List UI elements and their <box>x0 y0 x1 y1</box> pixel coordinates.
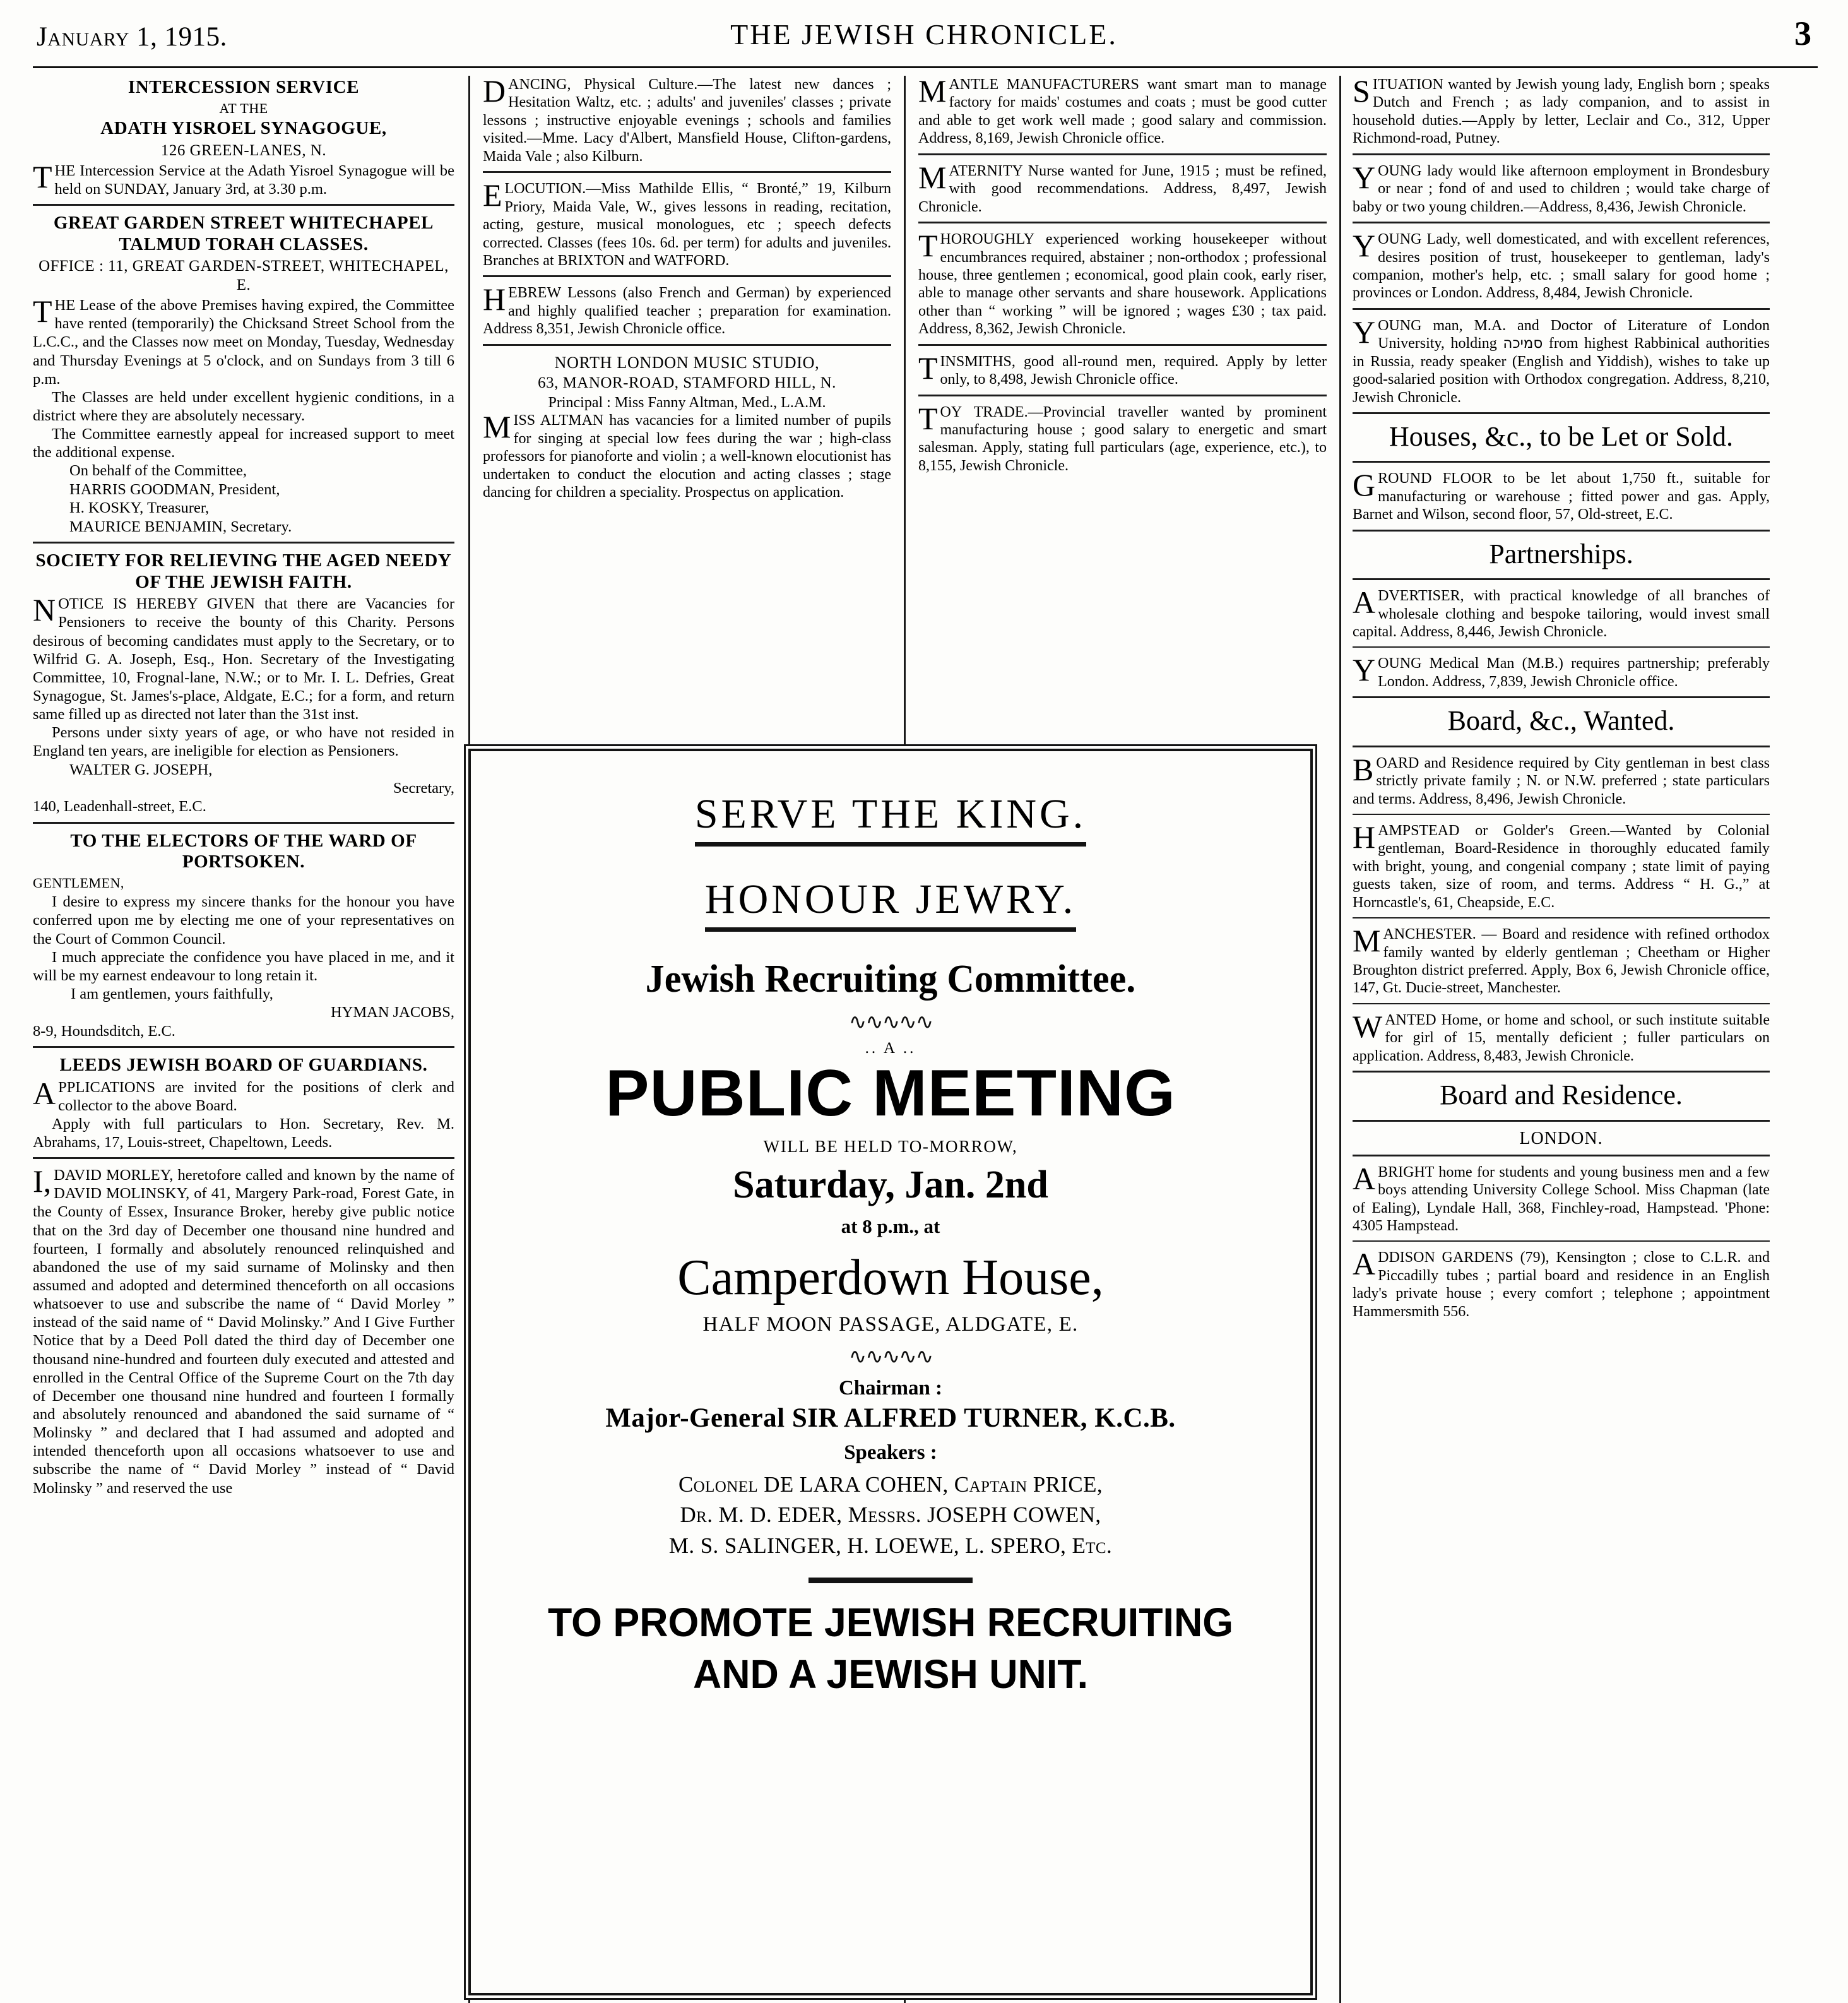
ad-intercession-service <box>33 77 454 198</box>
divider <box>483 275 891 277</box>
display-ad-chairman-label: Chairman : <box>838 1377 943 1400</box>
ad-body: WANTED Home, or home and school, or such institute suitable for girl of 15, mentally deficient ; fuller particulars on application. Address, 8,483, Jewish Chronicle. <box>1353 1008 1770 1064</box>
ad-body: ABRIGHT home for students and young business men and a few boys attending University College School. Miss Chapman (late of Ealing), Lyndale Hall, 368, Finchley-road, Hampstead. 'Phone: 4305 Hampstead. <box>1353 1160 1770 1234</box>
ad-leeds-board-guardians <box>33 1055 454 1151</box>
ad-office: OFFICE : 11, GREAT GARDEN-STREET, WHITECHAPEL, E. <box>38 258 449 294</box>
ad-signoff-4: MAURICE BENJAMIN, Secretary. <box>69 518 292 535</box>
divider <box>483 171 891 173</box>
ad-body-3: I am gentlemen, yours faithfully, <box>71 985 273 1003</box>
ad-body: YOUNG Lady, well domesticated, and with excellent references, desires position of trust, housekeeper to gentleman, lady's companion, mother's help, etc. ; small salary for good home ; provinces or London. Address, 8,484, Jewish Chronicle. <box>1353 228 1770 302</box>
ad-signoff-2: Secretary, <box>393 779 454 797</box>
ad-electors-portsoken <box>33 831 454 1040</box>
ad-dancing-physical-culture <box>483 73 891 165</box>
divider <box>1353 1120 1770 1122</box>
ad-hebrew-lessons <box>483 284 891 338</box>
ad-address: 8-9, Houndsditch, E.C. <box>33 1022 175 1040</box>
ad-manchester-board-residence <box>1353 925 1770 997</box>
ad-body: YOUNG Medical Man (M.B.) requires partnership; preferably London. Address, 7,839, Jewish Chronicle office. <box>1353 652 1770 690</box>
ad-body-2: The Classes are held under excellent hygienic conditions, in a district where they are absolutely necessary. <box>33 388 454 425</box>
ad-young-lady-domesticated <box>1353 230 1770 302</box>
publication-title: THE JEWISH CHRONICLE. <box>730 18 1118 51</box>
semichah-hebrew-word: סמיכה <box>1503 335 1543 352</box>
masthead-rule <box>33 66 1818 68</box>
display-ad-date: Saturday, Jan. 2nd <box>733 1163 1048 1207</box>
ad-body-2: I much appreciate the confidence you have placed in me, and it will be my earnest endeavour to long retain it. <box>33 948 454 984</box>
ad-body: MISS ALTMAN has vacancies for a limited number of pupils for singing at special low fees during the war ; high-class professors for pianoforte and violin ; a well-known elocutionist has undertaken to conduct the elocution and acting classes ; stage dancing for children a speciality. Prospectus on application. <box>483 409 891 501</box>
ad-body-1: APPLICATIONS are invited for the positions of clerk and collector to the above Board. <box>33 1075 454 1114</box>
ad-change-of-name-morley <box>33 1163 454 1497</box>
ad-address: 63, MANOR-ROAD, STAMFORD HILL, N. <box>538 374 836 391</box>
display-ad-speakers-label: Speakers : <box>844 1441 937 1465</box>
ad-heading: GREAT GARDEN STREET WHITECHAPEL TALMUD TORAH CLASSES. <box>53 212 434 254</box>
display-ad-footer-line-1: TO PROMOTE JEWISH RECRUITING <box>547 1599 1234 1645</box>
ad-bright-home-students <box>1353 1160 1770 1235</box>
ad-body: I,DAVID MORLEY, heretofore called and known by the name of DAVID MOLINSKY, of 41, Margery Park-road, Forest Gate, in the County of Essex, Insurance Broker, hereby give public notice that on the 3rd day of December one thousand nine hundred and fourteen, I formally and absolutely renounced relinquished and abandoned the use of my said surname of Molinsky and then assumed and adopted and determined thenceforth on all occasions whatsoever to use and subscribe the name of “ David Morley ” instead of the said name of “ David Molinsky.” And I Give Further Notice that by a Deed Poll dated the third day of December one thousand nine-hundred and fourteen duly executed and attested and enrolled in the Central Office of the Supreme Court on the 7th day of December one thousand nine hundred and fourteen I formally and absolutely renounced and abandoned the said surname of “ Molinsky ” and declared that I had assumed and adopted and intended thenceforth upon all occasions whatsoever to use and subscribe the name of “ David Morley ” instead of “ David Molinsky ” and reserved the use <box>33 1163 454 1497</box>
divider <box>1353 222 1770 223</box>
ad-heading: SOCIETY FOR RELIEVING THE AGED NEEDY OF THE JEWISH FAITH. <box>35 550 452 592</box>
ad-body-pre: YOUNG man, M.A. and Doctor of Literature of London University, holding <box>1353 314 1770 352</box>
ad-tinsmiths <box>918 350 1327 389</box>
ad-body: MANCHESTER. — Board and residence with refined orthodox family wanted by elderly gentleman ; Cheetham or Higher Broughton district preferred. Apply, Box 6, Jewish Chronicle office, 147, Gt. Ducie-street, Manchester. <box>1353 923 1770 997</box>
ad-body-2: Apply with full particulars to Hon. Secretary, Rev. M. Abrahams, 17, Louis-street, Chapeltown, Leeds. <box>33 1115 454 1151</box>
ad-address: 140, Leadenhall-street, E.C. <box>33 798 206 816</box>
ad-body: ADVERTISER, with practical knowledge of all branches of wholesale clothing and bespoke tailoring, would invest small capital. Address, 8,446, Jewish Chronicle. <box>1353 585 1770 640</box>
ad-body: YOUNG lady would like afternoon employment in Brondesbury or near ; fond of and used to children ; would take charge of baby or two young children.—Address, 8,436, Jewish Chronicle. <box>1353 159 1770 215</box>
ad-ground-floor-to-let <box>1353 467 1770 523</box>
section-title-board-wanted: Board, &c., Wanted. <box>1447 705 1675 737</box>
divider <box>1353 1240 1770 1242</box>
divider <box>1353 814 1770 815</box>
ad-subheading: AT THE <box>219 100 268 116</box>
ad-body: THOROUGHLY experienced working housekeeper without encumbrances required, abstainer ; non-orthodox ; professional house, three gentlemen ; economical, good plain cook, early riser, able to manage other servants and share housework. Applications other than “ working ” will be ignored ; wages £30 ; tax paid. Address, 8,362, Jewish Chronicle. <box>918 228 1327 338</box>
ad-body: HEBREW Lessons (also French and German) by experienced and highly qualified teacher ; preparation for examination. Address 8,351, Jewish Chronicle office. <box>483 282 891 338</box>
divider <box>1353 1155 1770 1156</box>
ad-body-1: I desire to express my sincere thanks for the honour you have conferred upon me by electing me one of your representatives on the Court of Common Council. <box>33 893 454 948</box>
ad-body-3: The Committee earnestly appeal for increased support to meet the additional expense. <box>33 425 454 461</box>
ad-heading: TO THE ELECTORS OF THE WARD OF PORTSOKEN. <box>70 830 417 872</box>
display-ad-line-2: HONOUR JEWRY. <box>705 876 1076 932</box>
divider <box>33 822 454 824</box>
ad-young-medical-man <box>1353 652 1770 691</box>
ad-heading-2: ADATH YISROEL SYNAGOGUE, <box>100 118 387 139</box>
divider <box>1353 696 1770 698</box>
ad-body: ADDISON GARDENS (79), Kensington ; close to C.L.R. and Piccadilly tubes ; partial board and residence in an English lady's private house ; every comfort ; telephone ; appointment Hammersmith 556. <box>1353 1246 1770 1320</box>
display-ad-venue-address: HALF MOON PASSAGE, ALDGATE, E. <box>702 1313 1079 1336</box>
ad-salutation: GENTLEMEN, <box>33 874 124 891</box>
ad-elocution <box>483 177 891 270</box>
ad-mantle-manufacturers <box>918 73 1327 148</box>
ad-signoff: HYMAN JACOBS, <box>330 1004 454 1021</box>
divider <box>483 344 891 346</box>
section-title-board-residence: Board and Residence. <box>1440 1079 1683 1111</box>
ad-talmud-torah-classes <box>33 213 454 536</box>
ad-heading: LEEDS JEWISH BOARD OF GUARDIANS. <box>59 1054 428 1075</box>
divider <box>918 344 1327 346</box>
ad-maternity-nurse <box>918 159 1327 216</box>
ad-toy-trade <box>918 400 1327 475</box>
squiggle-ornament-icon-2: ∿∿∿∿∿ <box>848 1345 933 1369</box>
ad-housekeeper-wanted <box>918 230 1327 338</box>
divider <box>918 395 1327 396</box>
ad-body: TINSMITHS, good all-round men, required. Apply by letter only, to 8,498, Jewish Chronicle office. <box>918 350 1327 388</box>
display-ad-venue: Camperdown House, <box>677 1250 1104 1306</box>
ad-principal: Principal : Miss Fanny Altman, Med., L.A.M. <box>548 394 826 411</box>
display-ad-chairman: Major-General SIR ALFRED TURNER, K.C.B. <box>605 1403 1176 1434</box>
display-ad-speaker-line-2: Dr. M. D. EDER, Messrs. JOSEPH COWEN, <box>680 1502 1101 1528</box>
ad-body: MATERNITY Nurse wanted for June, 1915 ; must be refined, with good recommendations. Address, 8,497, Jewish Chronicle. <box>918 159 1327 215</box>
ad-heading: INTERCESSION SERVICE <box>127 77 360 97</box>
display-ad-speaker-line-1: Colonel DE LARA COHEN, Captain PRICE, <box>678 1472 1103 1497</box>
issue-date: January 1, 1915. <box>37 22 227 52</box>
divider <box>918 222 1327 223</box>
ad-heading: NORTH LONDON MUSIC STUDIO, <box>554 353 820 372</box>
ad-signoff-2: HARRIS GOODMAN, President, <box>69 480 280 498</box>
ad-body-post: from highest Rabbinical authorities in Russia, ready speaker (English and Yiddish), wishes to take up good-salaried position with Orthodox congregation. Address, 8,210, Jewish Chronicle. <box>1353 335 1770 406</box>
ad-signoff-1: WALTER G. JOSEPH, <box>69 761 213 778</box>
divider <box>33 1157 454 1159</box>
ad-society-aged-needy <box>33 550 454 816</box>
ad-body: GROUND FLOOR to be let about 1,750 ft., suitable for manufacturing or warehouse ; fitted power and gas. Apply, Barnet and Wilson, second floor, 57, Old-street, E.C. <box>1353 467 1770 523</box>
display-ad-will-be-held: WILL BE HELD TO-MORROW, <box>763 1137 1018 1156</box>
ad-north-london-music-studio <box>483 353 891 502</box>
divider <box>33 1046 454 1048</box>
divider <box>918 153 1327 155</box>
divider <box>33 204 454 206</box>
ad-body: ELOCUTION.—Miss Mathilde Ellis, “ Bronté,” 19, Kilburn Priory, Maida Vale, W., gives lessons in reading, recitation, acting, gesture, musical monologues, etc ; speech defects corrected. Classes (fees 10s. 6d. per term) for adults and juveniles. Branches at BRIXTON and WATFORD. <box>483 177 891 269</box>
display-ad-rule <box>808 1578 973 1583</box>
ad-body: THE Intercession Service at the Adath Yisroel Synagogue will be held on SUNDAY, January 3rd, at 3.30 p.m. <box>33 158 454 198</box>
display-ad-time: at 8 p.m., at <box>841 1215 940 1238</box>
ad-body-2: Persons under sixty years of age, or who have not resided in England ten years, are ineligible for election as Pensioners. <box>33 724 454 760</box>
section-title-partnerships: Partnerships. <box>1489 538 1633 569</box>
divider <box>1353 1003 1770 1004</box>
masthead <box>0 0 1848 68</box>
section-subtitle-london: LONDON. <box>1519 1128 1603 1148</box>
display-ad-headline: PUBLIC MEETING <box>605 1057 1176 1130</box>
ad-situation-wanted-young-lady <box>1353 73 1770 148</box>
column-1 <box>33 76 468 2003</box>
divider <box>1353 646 1770 648</box>
ad-addison-gardens <box>1353 1246 1770 1321</box>
ad-advertiser-wholesale-clothing <box>1353 587 1770 641</box>
squiggle-ornament-icon: ∿∿∿∿∿ <box>848 1011 933 1034</box>
section-title-houses: Houses, &c., to be Let or Sold. <box>1389 421 1734 452</box>
ad-body: SITUATION wanted by Jewish young lady, English born ; speaks Dutch and French ; as lady companion, and to assist in household duties.—Apply by letter, Leclair and Co., 312, Upper Richmond-road, Putney. <box>1353 73 1770 147</box>
divider <box>1353 153 1770 155</box>
display-ad-line-1: SERVE THE KING. <box>695 790 1086 847</box>
divider <box>1353 412 1770 414</box>
divider <box>1353 308 1770 310</box>
ad-body-1: NOTICE IS HEREBY GIVEN that there are Vacancies for Pensioners to receive the bounty of this Charity. Persons desirous of becoming candidates must apply to the Secretary, or to Wilfrid G. A. Joseph, Esq., Hon. Secretary of the Investigating Committee, 10, Frognal-lane, N.W.; or to Mr. I. L. Defries, Great Synagogue, St. James's-place, Aldgate, E.C.; for a form, and return same filled up as directed not later than the 31st inst. <box>33 592 454 723</box>
ad-body: TOY TRADE.—Provincial traveller wanted by prominent manufacturing house ; good salary to energetic and smart salesman. Apply, stating full particulars (age, experience, etc.), to 8,155, Jewish Chronicle. <box>918 400 1327 474</box>
ad-body: DANCING, Physical Culture.—The latest new dances ; Hesitation Waltz, etc. ; adults' and juveniles' classes ; private lessons ; instructive enjoyable evenings ; schools and families visited.—Mme. Lacy d'Albert, Mansfield House, Clifton-gardens, Maida Vale ; also Kilburn. <box>483 73 891 165</box>
display-ad-footer-line-2: AND A JEWISH UNIT. <box>692 1651 1089 1697</box>
ad-board-residence-city-gentleman <box>1353 751 1770 808</box>
display-advertisement-recruiting-meeting <box>468 749 1313 1995</box>
ad-signoff-1: On behalf of the Committee, <box>69 462 247 480</box>
ad-address: 126 GREEN-LANES, N. <box>160 141 327 159</box>
display-ad-speaker-line-3: M. S. SALINGER, H. LOEWE, L. SPERO, Etc. <box>668 1533 1113 1558</box>
ad-body: MANTLE MANUFACTURERS want smart man to manage factory for maids' costumes and coats ; must be good cutter and able to get work well made ; good salary and commission. Address, 8,169, Jewish Chronicle office. <box>918 73 1327 147</box>
divider <box>1353 746 1770 747</box>
display-ad-committee: Jewish Recruiting Committee. <box>645 958 1136 1001</box>
ad-body: BOARD and Residence required by City gentleman in best class strictly private family ; N. or N.W. preferred ; state particulars and terms. Address, 8,496, Jewish Chronicle. <box>1353 751 1770 807</box>
display-ad-a-label: .. A .. <box>865 1040 916 1057</box>
ad-young-lady-afternoon-employment <box>1353 159 1770 216</box>
divider <box>1353 461 1770 463</box>
ad-wanted-home-school <box>1353 1008 1770 1065</box>
divider <box>33 542 454 544</box>
ad-hampstead-golders-green <box>1353 819 1770 912</box>
ad-young-man-ma-doctor <box>1353 314 1770 407</box>
ad-signoff-3: H. KOSKY, Treasurer, <box>69 499 210 517</box>
divider <box>1353 917 1770 918</box>
column-4 <box>1339 73 1781 2003</box>
page-number: 3 <box>1794 15 1811 52</box>
ad-body-1: THE Lease of the above Premises having expired, the Committee have rented (temporarily) the Chicksand Street School from the L.C.C., and the Classes now meet on Monday, Tuesday, Wednesday and Thursday Evenings at 5 o'clock, and on Sundays from 3 till 6 p.m. <box>33 294 454 388</box>
ad-body: HAMPSTEAD or Golder's Green.—Wanted by Colonial gentleman, Board-Residence in thoroughly educated family with bright, young, and congenial company ; state limit of paying guests taken, size of room, and terms. Address “ H. G.,” at Horncastle's, 61, Cheapside, E.C. <box>1353 819 1770 911</box>
divider <box>1353 578 1770 580</box>
divider <box>1353 1071 1770 1073</box>
divider <box>1353 530 1770 532</box>
